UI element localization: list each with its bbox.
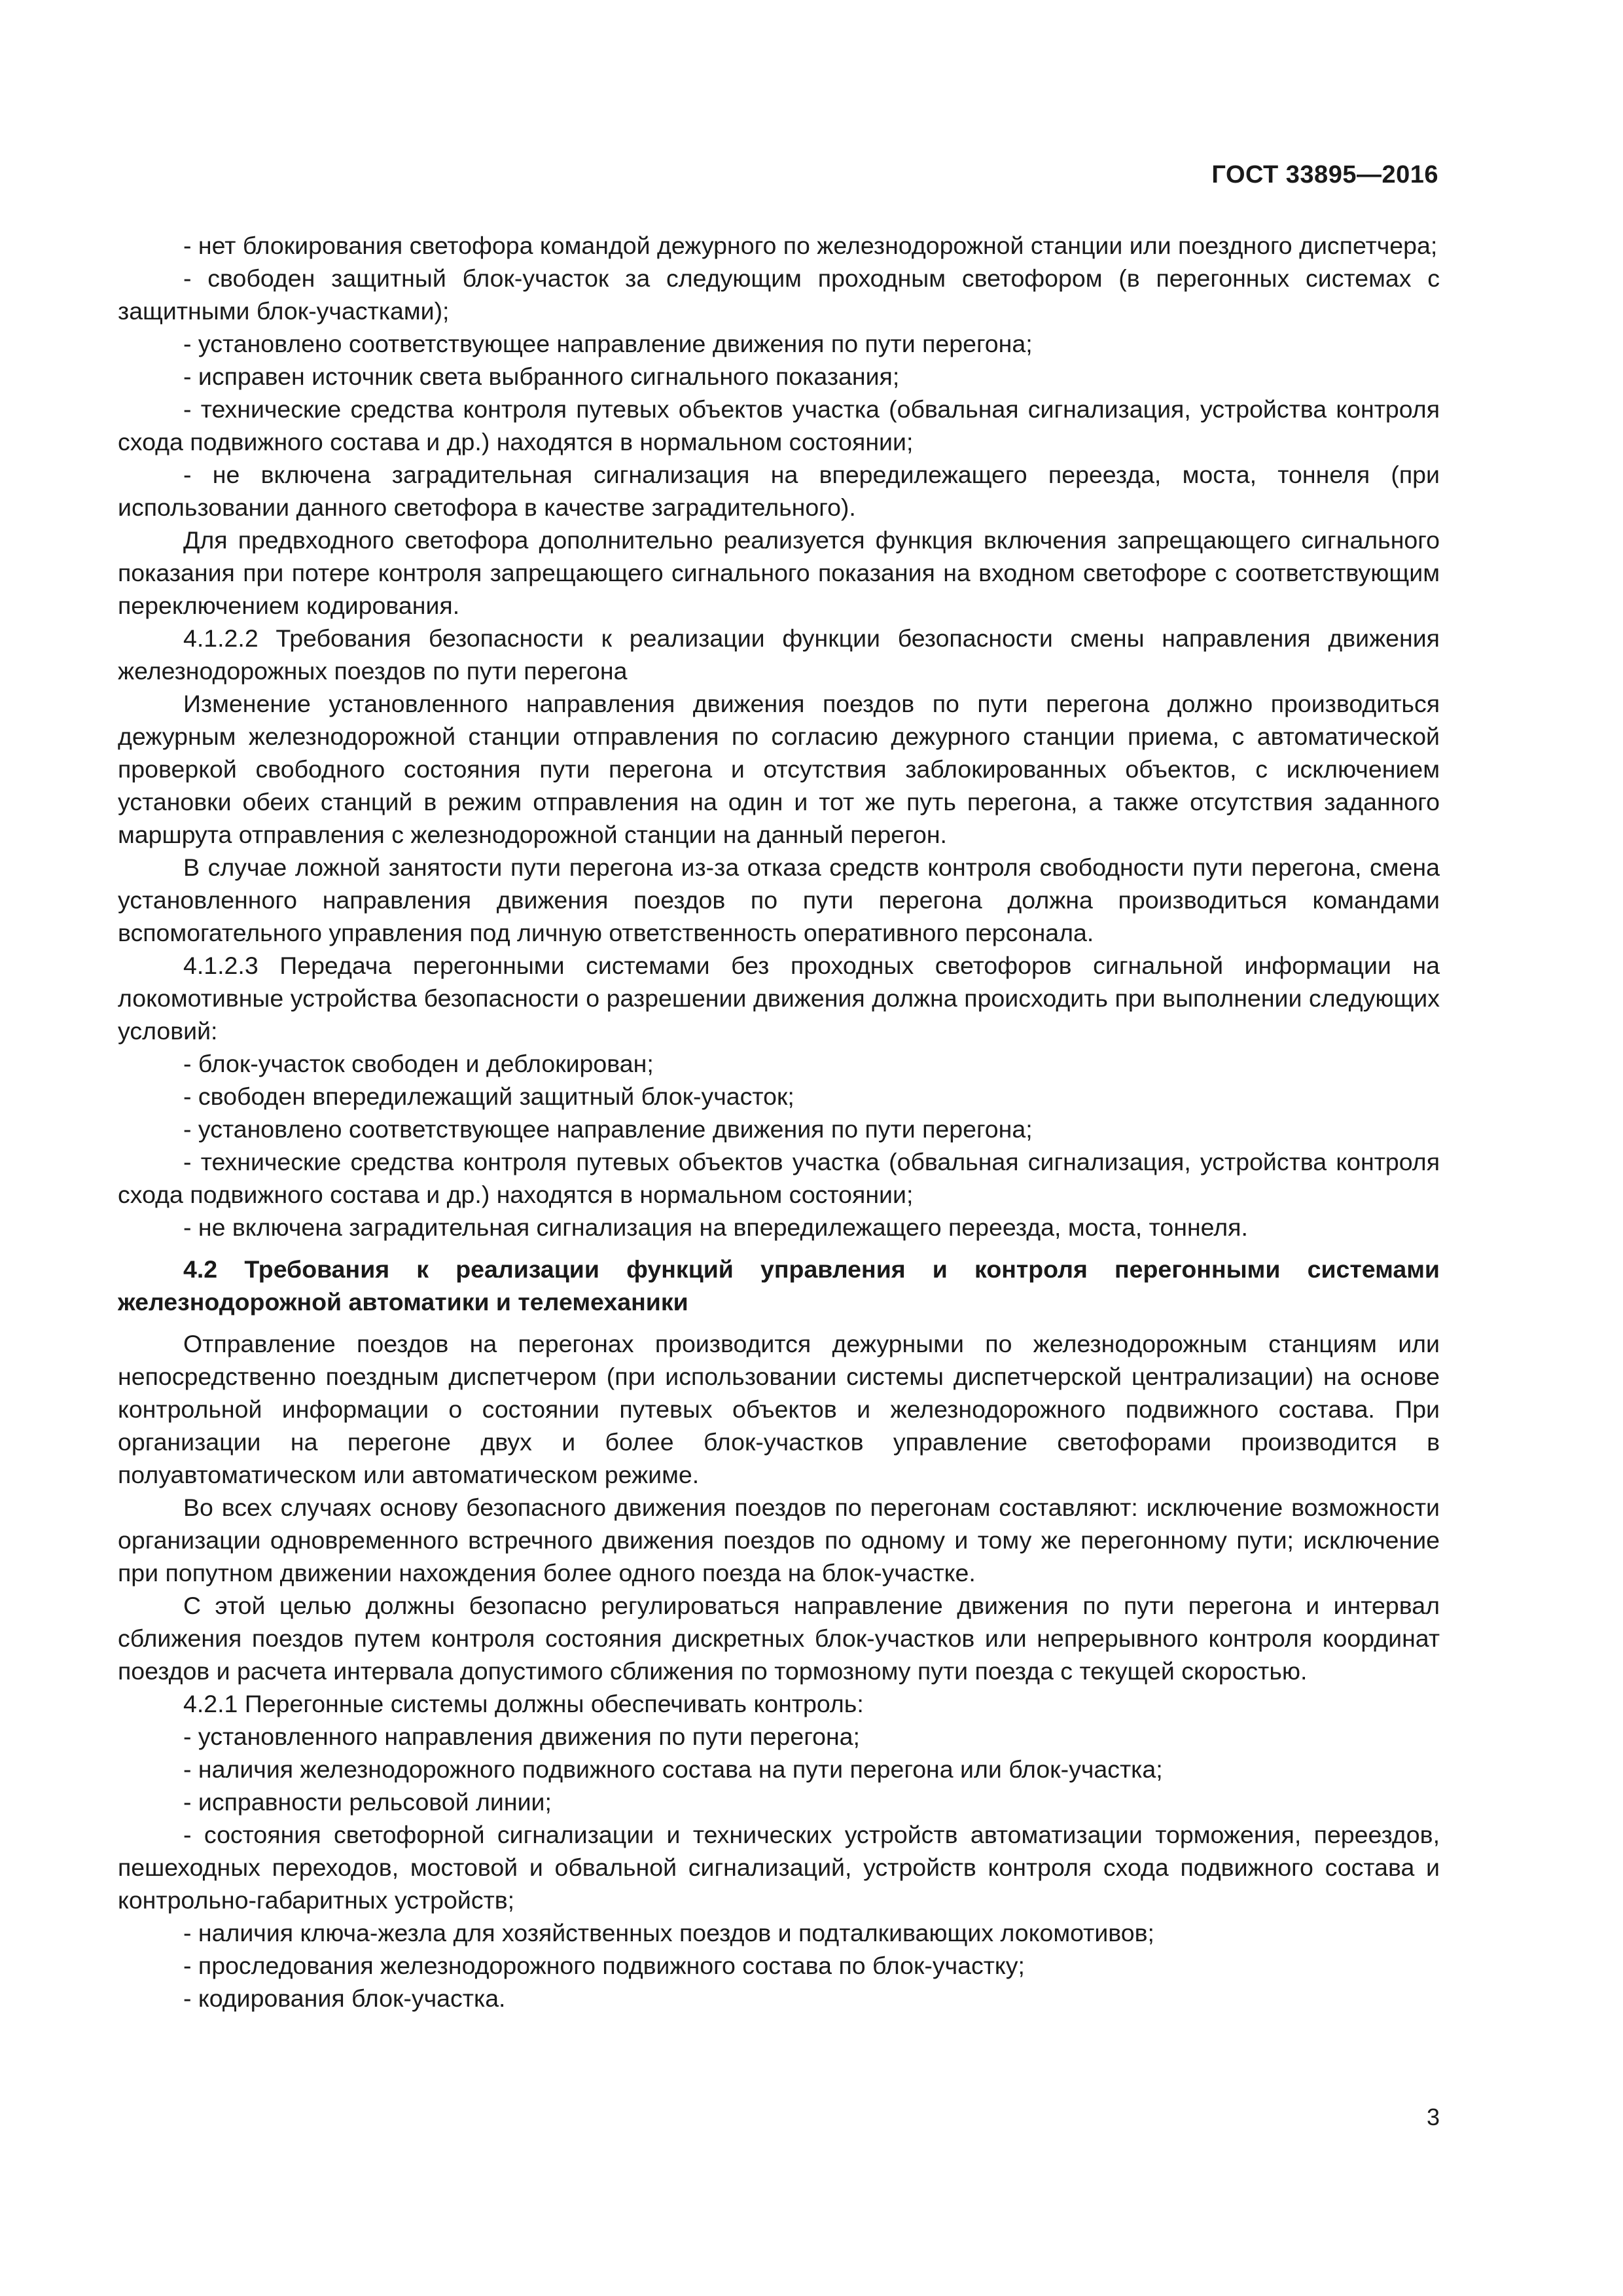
list-item: - нет блокирования светофора командой дежурного по железнодорожной станции или поездного диспетчера; [183, 232, 1438, 259]
list-item: - состояния светофорной сигнализации и технических устройств автоматизации торможения, переездов, пешеходных переходов, мостовой и обвальной сигнализаций, устройств контроля схода подвижного состава и контрольно-габаритных устройств; [118, 1821, 1440, 1914]
paragraph: Изменение установленного направления движения поездов по пути перегона должно производиться дежурным железнодорожной станции отправления по согласию дежурного станции приема, с автоматической проверкой свободного состояния пути перегона и отсутствия заблокированных объектов, с исключением установки обеих станций в режим отправления на один и тот же путь перегона, а также отсутствия заданного маршрута отправления с железнодорожной станции на данный перегон. [118, 690, 1440, 848]
document-code: ГОСТ 33895—2016 [1211, 161, 1438, 188]
paragraph: Во всех случаях основу безопасного движения поездов по перегонам составляют: исключение возможности организации одновременного встречного движения поездов по одному и тому же перегонному пути; исключение при попутном движении нахождения более одного поезда на блок-участке. [118, 1494, 1440, 1587]
list-item: - исправен источник света выбранного сигнального показания; [183, 363, 900, 390]
list-item: - установлено соответствующее направление движения по пути перегона; [183, 330, 1033, 357]
subsection-title: 4.1.2.2 Требования безопасности к реализации функции безопасности смены направления движения железнодорожных поездов по пути перегона [118, 624, 1440, 685]
list-item: - наличия ключа-жезла для хозяйственных поездов и подталкивающих локомотивов; [183, 1919, 1154, 1946]
document-body [118, 229, 1440, 2015]
list-item: - блок-участок свободен и деблокирован; [183, 1050, 654, 1077]
list-item: - проследования железнодорожного подвижного состава по блок-участку; [183, 1952, 1025, 1979]
paragraph: С этой целью должны безопасно регулироваться направление движения по пути перегона и интервал сближения поездов путем контроля состояния дискретных блок-участков или непрерывного контроля координат поездов и расчета интервала допустимого сближения по тормозному пути поезда с текущей скоростью. [118, 1592, 1440, 1685]
list-item: - исправности рельсовой линии; [183, 1788, 552, 1816]
paragraph: 4.2.1 Перегонные системы должны обеспечивать контроль: [183, 1690, 864, 1717]
list-item: - свободен защитный блок-участок за следующим проходным светофором (в перегонных системах с защитными блок-участками); [118, 264, 1440, 325]
list-item: - свободен впередилежащий защитный блок-участок; [183, 1083, 794, 1110]
paragraph: В случае ложной занятости пути перегона из-за отказа средств контроля свободности пути перегона, смена установленного направления движения поездов по пути перегона должна производиться командами вспомогательного управления под личную ответственность оперативного персонала. [118, 853, 1440, 946]
list-item: - установлено соответствующее направление движения по пути перегона; [183, 1115, 1033, 1143]
list-item: - наличия железнодорожного подвижного состава на пути перегона или блок-участка; [183, 1755, 1163, 1783]
list-item: - установленного направления движения по пути перегона; [183, 1723, 860, 1750]
paragraph: 4.1.2.3 Передача перегонными системами без проходных светофоров сигнальной информации на локомотивные устройства безопасности о разрешении движения должна происходить при выполнении следующих условий: [118, 952, 1440, 1045]
list-item: - не включена заградительная сигнализация на впередилежащего переезда, моста, тоннеля (при использовании данного светофора в качестве заградительного). [118, 461, 1440, 521]
paragraph: Для предвходного светофора дополнительно реализуется функция включения запрещающего сигнального показания при потере контроля запрещающего сигнального показания на входном светофоре с соответствующим переключением кодирования. [118, 526, 1440, 619]
page-number: 3 [1426, 2104, 1440, 2130]
list-item: - технические средства контроля путевых объектов участка (обвальная сигнализация, устройства контроля схода подвижного состава и др.) находятся в нормальном состоянии; [118, 1148, 1440, 1208]
section-heading: 4.2 Требования к реализации функций управления и контроля перегонными системами железнодорожной автоматики и телемеханики [118, 1255, 1440, 1316]
list-item: - технические средства контроля путевых объектов участка (обвальная сигнализация, устройства контроля схода подвижного состава и др.) находятся в нормальном состоянии; [118, 395, 1440, 456]
list-item: - кодирования блок-участка. [183, 1984, 506, 2012]
list-item: - не включена заградительная сигнализация на впередилежащего переезда, моста, тоннеля. [183, 1213, 1248, 1241]
paragraph: Отправление поездов на перегонах производится дежурными по железнодорожным станциям или непосредственно поездным диспетчером (при использовании системы диспетчерской централизации) на основе контрольной информации о состоянии путевых объектов и железнодорожного подвижного состава. При организации на перегоне двух и более блок-участков управление светофорами производится в полуавтоматическом или автоматическом режиме. [118, 1330, 1440, 1488]
